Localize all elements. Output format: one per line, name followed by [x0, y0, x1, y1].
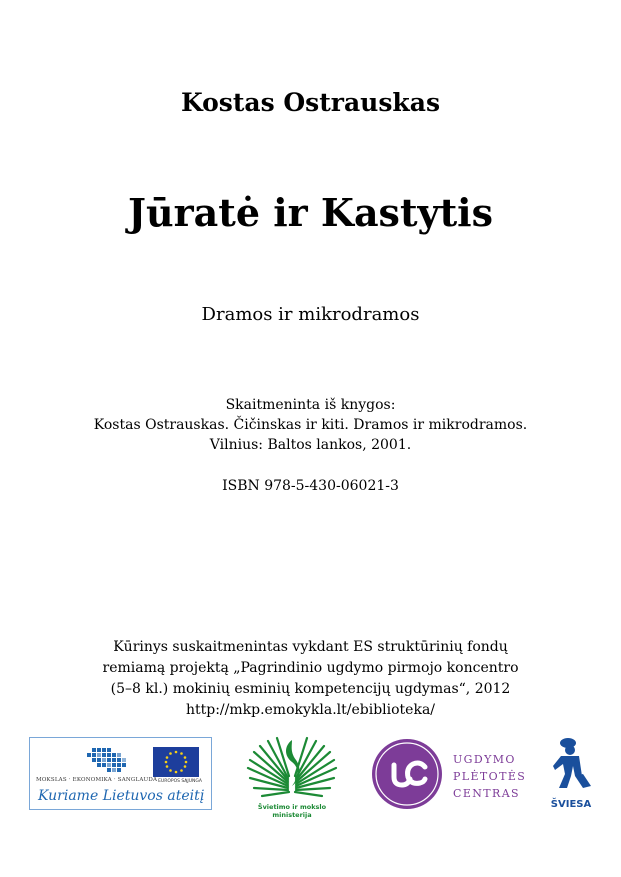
upc-circle-icon	[370, 737, 448, 811]
sviesa-figure-icon	[549, 736, 593, 798]
eu-flag-icon	[153, 747, 199, 777]
book-title: Jūratė ir Kastytis	[128, 190, 493, 235]
source-line-2: Kostas Ostrauskas. Čičinskas ir kiti. Dramos ir mikrodramos.	[93, 417, 528, 433]
funding-line-3: (5–8 kl.) mokinių esminių kompetencijų ugdymas“, 2012	[110, 681, 511, 697]
esf-slogan: Kuriame Lietuvos ateitį	[38, 788, 205, 804]
upc-line-1: UGDYMO	[453, 753, 516, 766]
source-line-1: Skaitmeninta iš knygos:	[225, 397, 396, 413]
upc-line-2: PLĖTOTĖS	[453, 770, 527, 783]
ministry-leaf-icon	[240, 736, 344, 802]
isbn: ISBN 978-5-430-06021-3	[222, 478, 399, 494]
ministry-caption: Švietimo ir mokslo ministerija	[257, 803, 327, 819]
author-name: Kostas Ostrauskas	[180, 88, 441, 117]
funding-line-1: Kūrinys suskaitmenintas vykdant ES struktūrinių fondų	[113, 639, 508, 655]
book-subtitle: Dramos ir mikrodramos	[201, 304, 420, 325]
upc-text	[453, 751, 526, 802]
sviesa-logo	[549, 736, 593, 814]
funding-line-2: remiamą projektą „Pagrindinio ugdymo pirmojo koncentro	[102, 660, 519, 676]
source-info	[0, 395, 621, 455]
eu-label: EUROPOS SĄJUNGA	[158, 779, 202, 784]
upc-logo	[370, 737, 530, 811]
funding-note	[0, 637, 621, 721]
sviesa-caption: ŠVIESA	[550, 799, 592, 810]
ministry-logo	[240, 736, 344, 819]
funding-url[interactable]: http://mkp.emokykla.lt/ebiblioteka/	[185, 702, 436, 718]
esf-logo	[29, 737, 212, 810]
upc-line-3: CENTRAS	[453, 787, 520, 800]
source-line-3: Vilnius: Baltos lankos, 2001.	[209, 437, 412, 453]
esf-motto: MOKSLAS · EKONOMIKA · SANGLAUDA	[36, 777, 158, 783]
